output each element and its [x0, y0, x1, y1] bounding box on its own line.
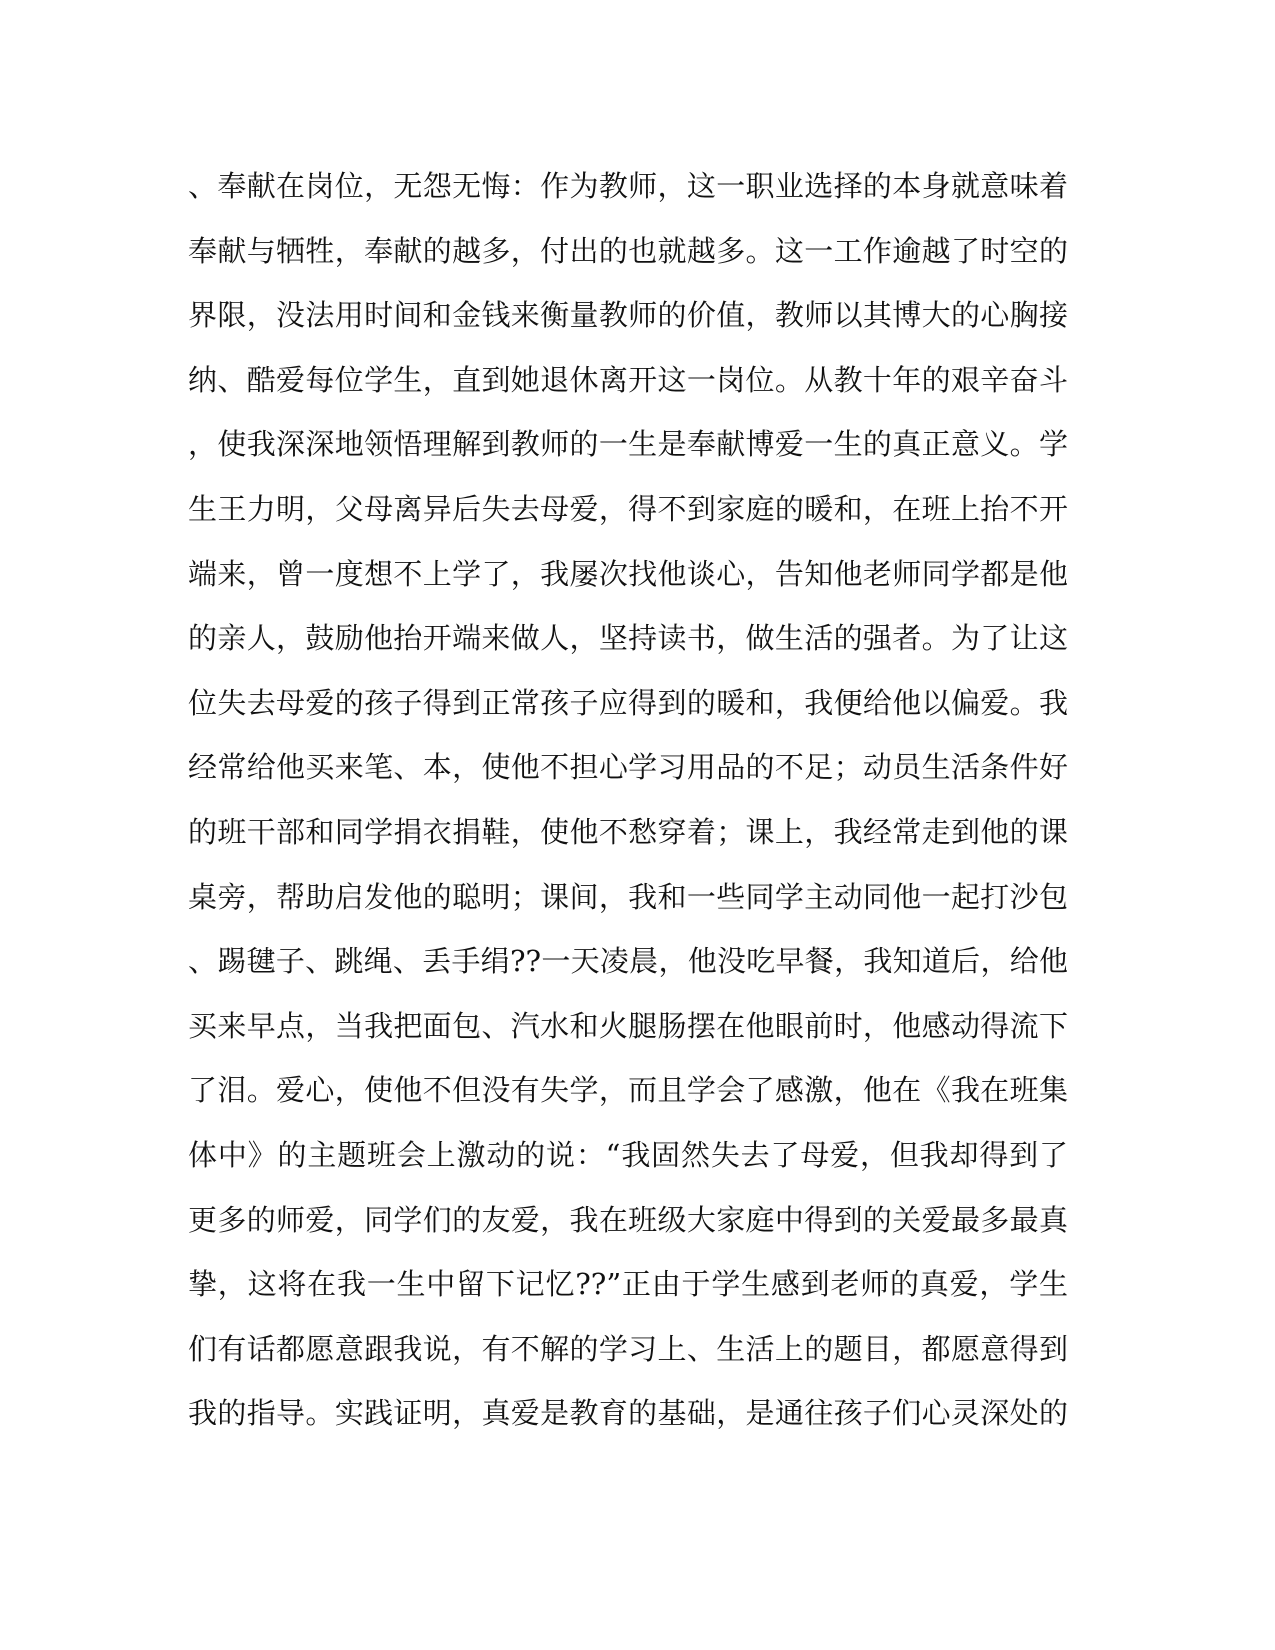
text-line: 买来早点，当我把面包、汽水和火腿肠摆在他眼前时，他感动得流下 [188, 1008, 1068, 1043]
text-line: 了泪。爱心，使他不但没有失学，而且学会了感激，他在《我在班集 [188, 1073, 1068, 1108]
text-line: 界限，没法用时间和金钱来衡量教师的价值，教师以其博大的心胸接 [188, 298, 1068, 333]
text-line: 位失去母爱的孩子得到正常孩子应得到的暖和，我便给他以偏爱。我 [188, 685, 1068, 720]
text-line: 生王力明，父母离异后失去母爱，得不到家庭的暖和，在班上抬不开 [188, 491, 1068, 526]
text-line: 的亲人，鼓励他抬开端来做人，坚持读书，做生活的强者。为了让这 [188, 621, 1068, 656]
text-line: 端来，曾一度想不上学了，我屡次找他谈心，告知他老师同学都是他 [188, 556, 1068, 591]
text-line: ，使我深深地领悟理解到教师的一生是奉献博爱一生的真正意义。学 [188, 427, 1068, 462]
text-line: 的班干部和同学捐衣捐鞋，使他不愁穿着；课上，我经常走到他的课 [188, 814, 1068, 849]
text-line: 挚，这将在我一生中留下记忆??”正由于学生感到老师的真爱，学生 [188, 1267, 1068, 1302]
body-paragraph [188, 154, 1068, 1446]
text-line: 更多的师爱，同学们的友爱，我在班级大家庭中得到的关爱最多最真 [188, 1202, 1068, 1237]
text-line: 经常给他买来笔、本，使他不担心学习用品的不足；动员生活条件好 [188, 750, 1068, 785]
text-line: 、奉献在岗位，无怨无悔：作为教师，这一职业选择的本身就意味着 [188, 169, 1068, 203]
text-line: 体中》的主题班会上激动的说：“我固然失去了母爱，但我却得到了 [188, 1137, 1068, 1172]
text-line: 、踢毽子、跳绳、丢手绢??一天凌晨，他没吃早餐，我知道后，给他 [188, 944, 1068, 979]
text-line: 桌旁，帮助启发他的聪明；课间，我和一些同学主动同他一起打沙包 [188, 879, 1068, 914]
text-line: 我的指导。实践证明，真爱是教育的基础，是通往孩子们心灵深处的 [188, 1396, 1068, 1431]
text-line: 纳、酷爱每位学生，直到她退休离开这一岗位。从教十年的艰辛奋斗 [188, 362, 1068, 397]
text-line: 们有话都愿意跟我说，有不解的学习上、生活上的题目，都愿意得到 [188, 1331, 1068, 1366]
text-line: 奉献与牺牲，奉献的越多，付出的也就越多。这一工作逾越了时空的 [188, 233, 1068, 268]
